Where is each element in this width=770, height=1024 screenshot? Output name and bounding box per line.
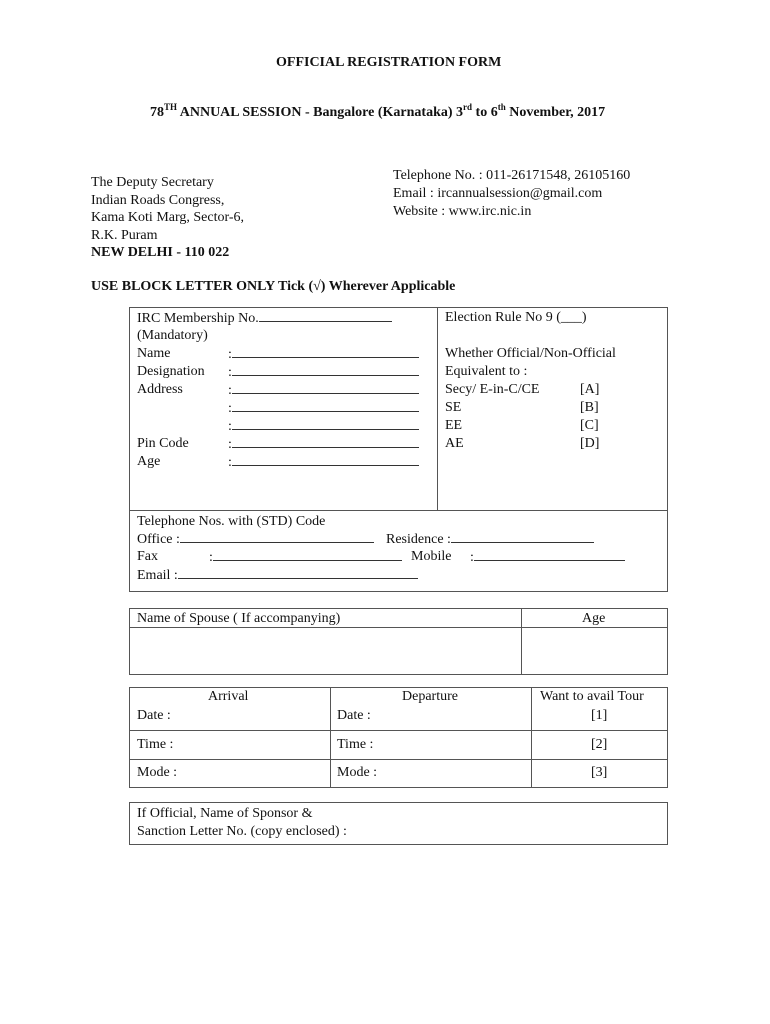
address-colon-3: : <box>228 419 232 434</box>
membership-line[interactable] <box>259 309 392 322</box>
session-end: November, 2017 <box>505 105 606 120</box>
mobile-colon: : <box>470 550 474 565</box>
travel-divider-1 <box>330 687 331 788</box>
fax-field[interactable] <box>209 548 402 567</box>
name-field[interactable] <box>228 345 419 364</box>
pin-code-label: Pin Code <box>137 436 189 451</box>
office-phone-field[interactable] <box>137 530 374 549</box>
designation-field[interactable] <box>228 363 419 382</box>
name-label: Name <box>137 346 171 361</box>
session-sup-6th: th <box>497 102 506 112</box>
departure-heading: Departure <box>402 689 458 704</box>
sponsor-label-1: If Official, Name of Sponsor & <box>137 806 313 821</box>
travel-divider-2 <box>531 687 532 788</box>
mandatory-note: (Mandatory) <box>137 328 208 343</box>
departure-mode-field[interactable]: Mode : <box>337 765 378 780</box>
age-label: Age <box>137 454 161 469</box>
email-line[interactable] <box>178 566 418 579</box>
contact-website: Website : www.irc.nic.in <box>393 204 532 219</box>
arrival-time-field[interactable]: Time : <box>137 737 174 752</box>
election-rule[interactable]: Election Rule No 9 (___) <box>445 310 587 325</box>
option-d-checkbox[interactable]: [D] <box>580 436 600 451</box>
residence-label: Residence : <box>386 532 451 547</box>
session-number: 78 <box>150 105 164 120</box>
option-a-label: Secy/ E-in-C/CE <box>445 382 540 397</box>
member-box-divider <box>437 307 438 511</box>
tour-option-3[interactable]: [3] <box>591 765 608 780</box>
session-sup-th: TH <box>164 102 178 112</box>
spouse-age-input[interactable] <box>522 628 667 674</box>
session-sup-rd: rd <box>463 102 473 112</box>
travel-row-line-2 <box>129 759 668 760</box>
designation-colon: : <box>228 365 232 380</box>
name-colon: : <box>228 347 232 362</box>
instruction-text: USE BLOCK LETTER ONLY Tick (√) Wherever Applicable <box>91 279 456 294</box>
membership-field[interactable] <box>137 309 392 328</box>
address-line-4: R.K. Puram <box>91 227 158 243</box>
address-line-2: Indian Roads Congress, <box>91 192 225 208</box>
mobile-field[interactable] <box>470 548 625 567</box>
mobile-label: Mobile <box>411 549 452 564</box>
tour-option-2[interactable]: [2] <box>591 737 608 752</box>
session-to: to 6 <box>472 105 498 120</box>
membership-label: IRC Membership No. <box>137 311 259 326</box>
email-field[interactable] <box>137 566 418 585</box>
equivalent-label: Equivalent to : <box>445 364 528 379</box>
address-line-1: The Deputy Secretary <box>91 175 214 190</box>
fax-line[interactable] <box>213 548 402 561</box>
address-field-2[interactable] <box>228 399 419 418</box>
contact-email: Email : ircannualsession@gmail.com <box>393 186 603 201</box>
sponsor-label-2: Sanction Letter No. (copy enclosed) : <box>137 824 347 839</box>
address-line-3-field[interactable] <box>232 417 419 430</box>
address-colon-2: : <box>228 401 232 416</box>
address-line-3: Kama Koti Marg, Sector-6, <box>91 210 245 225</box>
option-a-checkbox[interactable]: [A] <box>580 382 600 397</box>
contact-telephone: Telephone No. : 011-26171548, 26105160 <box>393 168 631 183</box>
designation-line[interactable] <box>232 363 419 376</box>
departure-date-field[interactable]: Date : <box>337 708 371 723</box>
pin-code-line[interactable] <box>232 435 419 448</box>
departure-time-field[interactable]: Time : <box>337 737 374 752</box>
option-c-label: EE <box>445 418 463 433</box>
member-box-separator <box>129 510 668 511</box>
address-line-1-field[interactable] <box>232 381 419 394</box>
designation-label: Designation <box>137 364 205 379</box>
name-line[interactable] <box>232 345 419 358</box>
contact-block <box>393 167 630 221</box>
address-field-3[interactable] <box>228 417 419 436</box>
email-label: Email : <box>137 568 178 583</box>
pin-code-field[interactable] <box>228 435 419 454</box>
fax-label: Fax <box>137 549 158 564</box>
fax-colon: : <box>209 550 213 565</box>
session-heading <box>150 102 606 121</box>
spouse-name-input[interactable] <box>130 628 520 674</box>
telephone-heading: Telephone Nos. with (STD) Code <box>137 514 326 529</box>
address-line-2-field[interactable] <box>232 399 419 412</box>
option-c-checkbox[interactable]: [C] <box>580 418 599 433</box>
spouse-name-label: Name of Spouse ( If accompanying) <box>137 611 341 626</box>
form-title: OFFICIAL REGISTRATION FORM <box>276 55 502 70</box>
option-b-checkbox[interactable]: [B] <box>580 400 599 415</box>
official-question: Whether Official/Non-Official <box>445 346 616 361</box>
address-field-1[interactable] <box>228 381 419 400</box>
office-label: Office : <box>137 532 180 547</box>
arrival-date-field[interactable]: Date : <box>137 708 171 723</box>
age-field[interactable] <box>228 453 419 472</box>
option-b-label: SE <box>445 400 462 415</box>
recipient-address <box>91 174 244 262</box>
pin-colon: : <box>228 437 232 452</box>
spouse-age-label: Age <box>582 611 606 626</box>
option-d-label: AE <box>445 436 464 451</box>
address-city: NEW DELHI - 110 022 <box>91 245 230 260</box>
address-label: Address <box>137 382 183 397</box>
mobile-line[interactable] <box>474 548 625 561</box>
arrival-heading: Arrival <box>208 689 249 704</box>
tour-option-1[interactable]: [1] <box>591 708 608 723</box>
residence-phone-field[interactable] <box>386 530 594 549</box>
address-colon-1: : <box>228 383 232 398</box>
tour-heading: Want to avail Tour <box>540 689 644 704</box>
office-line[interactable] <box>180 530 374 543</box>
age-line[interactable] <box>232 453 419 466</box>
age-colon: : <box>228 455 232 470</box>
arrival-mode-field[interactable]: Mode : <box>137 765 178 780</box>
travel-row-line-1 <box>129 730 668 731</box>
residence-line[interactable] <box>451 530 594 543</box>
session-text: ANNUAL SESSION - Bangalore (Karnataka) 3 <box>177 105 464 120</box>
